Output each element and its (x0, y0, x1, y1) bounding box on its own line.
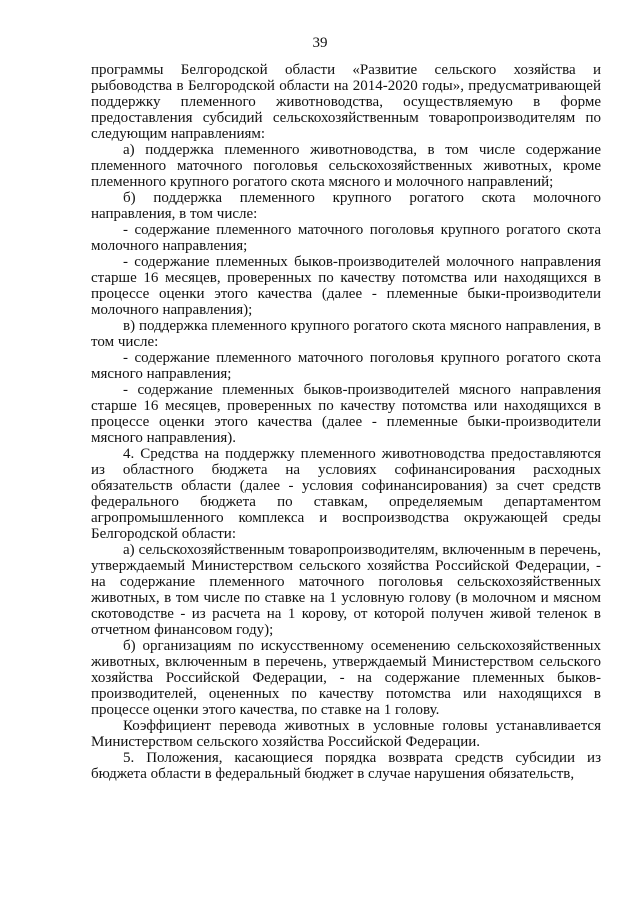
paragraph: 4. Средства на поддержку племенного животноводства предоставляются из областного бюджета на условиях софинансирования расходных обязательств области (далее - условия софинансирования) за счет средств федерального бюджета по ставкам, определяемым департаментом агропромышленного комплекса и воспроизводства окружающей среды Белгородской области: (91, 446, 601, 542)
page-number: 39 (312, 35, 328, 51)
paragraph: а) поддержка племенного животноводства, в том числе содержание племенного маточного поголовья сельскохозяйственных животных, кроме племенного крупного рогатого скота мясного и молочного направлений; (91, 142, 601, 190)
paragraph: б) поддержка племенного крупного рогатого скота молочного направления, в том числе: (91, 190, 601, 222)
document-body (91, 62, 601, 782)
paragraph: Коэффициент перевода животных в условные головы устанавливается Министерством сельского хозяйства Российской Федерации. (91, 718, 601, 750)
paragraph: 5. Положения, касающиеся порядка возврата средств субсидии из бюджета области в федеральный бюджет в случае нарушения обязательств, (91, 750, 601, 782)
paragraph: - содержание племенных быков-производителей мясного направления старше 16 месяцев, проверенных по качеству потомства или находящихся в процессе оценки этого качества (далее - племенные быки-производители мясного направления). (91, 382, 601, 446)
paragraph: в) поддержка племенного крупного рогатого скота мясного направления, в том числе: (91, 318, 601, 350)
paragraph: б) организациям по искусственному осеменению сельскохозяйственных животных, включенным в перечень, утверждаемый Министерством сельского хозяйства Российской Федерации, - на содержание племенных быков-производителей, оцененных по качеству потомства или находящихся в процессе оценки этого качества, по ставке на 1 голову. (91, 638, 601, 718)
paragraph: программы Белгородской области «Развитие сельского хозяйства и рыбоводства в Белгородской области на 2014-2020 годы», предусматривающей поддержку племенного животноводства, осуществляемую в форме предоставления субсидий сельскохозяйственным товаропроизводителям по следующим направлениям: (91, 62, 601, 142)
paragraph: - содержание племенного маточного поголовья крупного рогатого скота мясного направления; (91, 350, 601, 382)
paragraph: - содержание племенного маточного поголовья крупного рогатого скота молочного направления; (91, 222, 601, 254)
paragraph: а) сельскохозяйственным товаропроизводителям, включенным в перечень, утверждаемый Министерством сельского хозяйства Российской Федерации, - на содержание племенного маточного поголовья сельскохозяйственных животных, в том числе по ставке на 1 условную голову (в молочном и мясном скотоводстве - из расчета на 1 корову, от которой получен живой теленок в отчетном финансовом году); (91, 542, 601, 638)
paragraph: - содержание племенных быков-производителей молочного направления старше 16 месяцев, проверенных по качеству потомства или находящихся в процессе оценки этого качества (далее - племенные быки-производители молочного направления); (91, 254, 601, 318)
